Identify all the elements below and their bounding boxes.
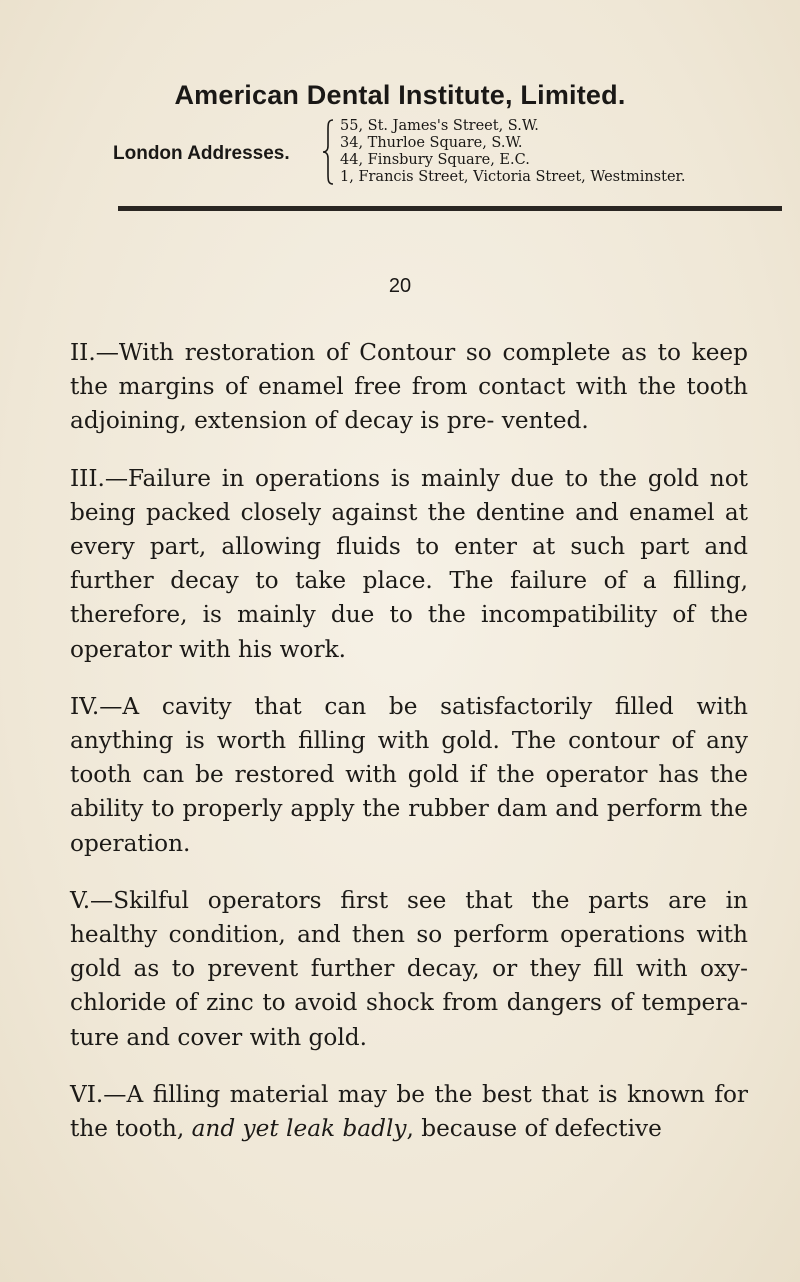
address-line: 1, Francis Street, Victoria Street, Westminster.: [340, 169, 686, 185]
paragraph-vi-italic: and yet leak badly: [191, 1115, 407, 1143]
paragraph-ii: II.—With restoration of Contour so complete as to keep the margins of enamel free from contact with the tooth adjoining, extension of decay is pre- vented.: [70, 339, 748, 435]
paragraph-vi: [70, 1078, 748, 1146]
paragraph-vi-end: , because of defective: [406, 1115, 662, 1143]
address-line: 34, Thurloe Square, S.W.: [340, 135, 523, 151]
address-list: [340, 118, 685, 186]
paragraph-v: V.—Skilful operators first see that the parts are in healthy condition, and then so perform operations with gold as to prevent further decay, or they fill with oxy- chloride of zinc to avoid shock from dangers of tempera- ture and cover with gold.: [70, 886, 748, 1051]
header-divider: [118, 206, 782, 211]
page-number: 20: [388, 275, 412, 297]
paragraph-iv: IV.—A cavity that can be satisfactorily filled with anything is worth filling with gold. The contour of any tooth can be restored with gold if the operator has the ability to properly apply the rubber dam and perform the operation.: [70, 692, 748, 857]
address-line: 55, St. James's Street, S.W.: [340, 118, 539, 134]
institute-title: American Dental Institute, Limited.: [174, 80, 626, 110]
address-line: 44, Finsbury Square, E.C.: [340, 152, 530, 168]
paragraph-vi-start: VI.—A filling material may be the best that is known for the tooth,: [70, 1080, 748, 1143]
brace-icon: [322, 118, 336, 186]
body-text: [70, 336, 748, 1146]
addresses-label: London Addresses.: [113, 143, 290, 164]
paragraph-iii: III.—Failure in operations is mainly due to the gold not being packed closely against the dentine and enamel at every part, allowing fluids to enter at such part and further decay to take place. The failure of a filling, therefore, is mainly due to the incompatibility of the operator with his work.: [70, 464, 748, 663]
